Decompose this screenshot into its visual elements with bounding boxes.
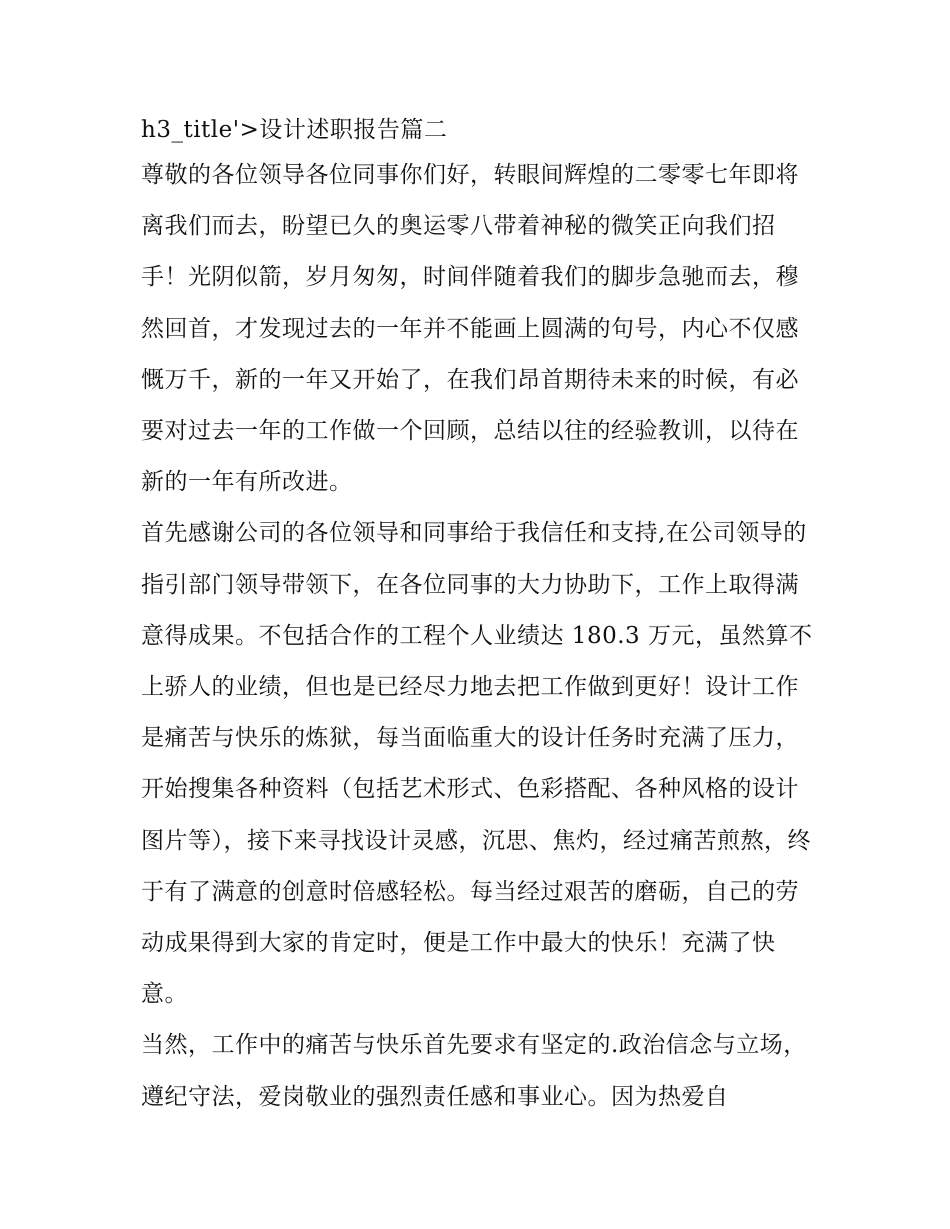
document-body bbox=[141, 110, 813, 1123]
paragraph-greeting: 尊敬的各位领导各位同事你们好，转眼间辉煌的二零零七年即将离我们而去，盼望已久的奥运零八带着神秘的微笑正向我们招手！光阴似箭，岁月匆匆，时间伴随着我们的脚步急驰而去，穆然回首，才发现过去的一年并不能画上圆满的句号，内心不仅感慨万千，新的一年又开始了，在我们昂首期待未来的时候，有必要对过去一年的工作做一个回顾，总结以往的经验教训，以待在新的一年有所改进。 bbox=[141, 162, 799, 496]
paragraph-achievements: 首先感谢公司的各位领导和同事给于我信任和支持,在公司领导的指引部门领导带领下，在各位同事的大力协助下，工作上取得满意得成果。不包括合作的工程个人业绩达 180.3 万元，虽然算不上骄人的业绩，但也是已经尽力地去把工作做到更好！设计工作是痛苦与快乐的炼狱，每当面临重大的设计任务时充满了压力，开始搜集各种资料（包括艺术形式、色彩搭配、各种风格的设计图片等），接下来寻找设计灵感，沉思、焦灼，经过痛苦煎熬，终于有了满意的创意时倍感轻松。每当经过艰苦的磨砺，自己的劳动成果得到大家的肯定时，便是工作中最大的快乐！充满了快意。 bbox=[141, 520, 813, 1008]
section-heading: h3_title'>设计述职报告篇二 bbox=[141, 117, 448, 143]
paragraph-attitude: 当然，工作中的痛苦与快乐首先要求有坚定的.政治信念与立场，遵纪守法，爱岗敬业的强烈责任感和事业心。因为热爱自 bbox=[141, 1032, 807, 1110]
